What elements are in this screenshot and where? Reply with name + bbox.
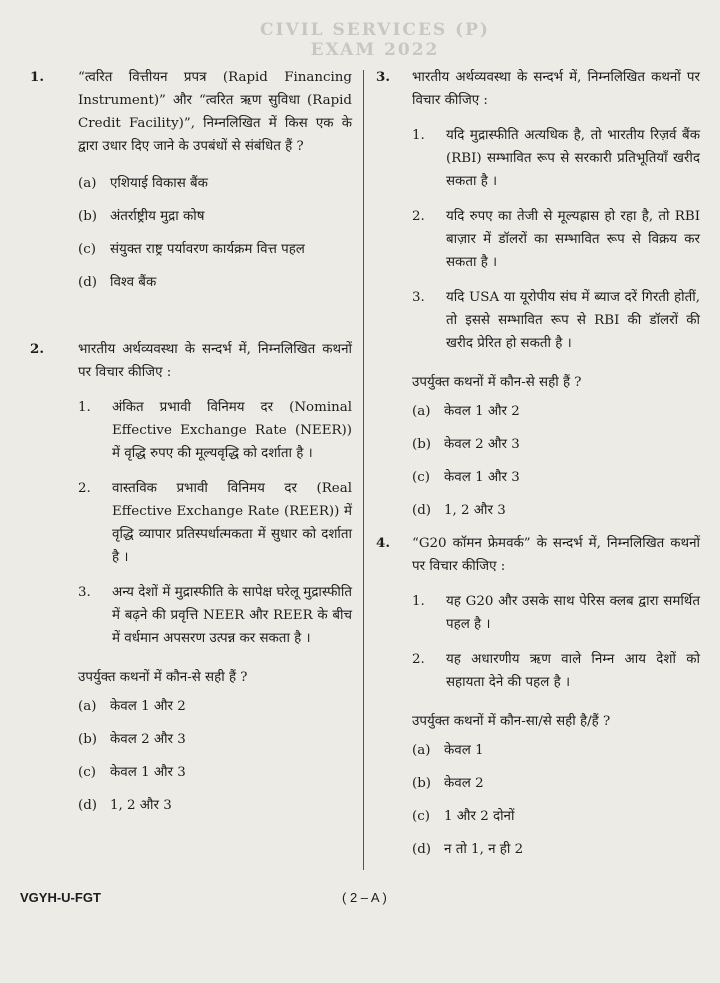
question-1 [30,66,352,294]
question-prompt: उपर्युक्त कथनों में कौन-से सही हैं ? [78,670,248,685]
option-c: (c) संयुक्त राष्ट्र पर्यावरण कार्यक्रम वित्त पहल [78,242,305,257]
option-a: (a) केवल 1 और 2 [78,699,186,714]
question-number: 4. [376,535,390,551]
option-a: (a) एशियाई विकास बैंक [78,176,208,191]
question-4 [376,532,700,861]
statement-2: 2. यह अधारणीय ऋण वाले निम्न आय देशों को सहायता देने की पहल है । [412,652,700,690]
question-text: “G20 कॉमन फ्रेमवर्क” के सन्दर्भ में, निम्नलिखित कथनों पर विचार कीजिए : [412,536,700,574]
statement-1: 1. यदि मुद्रास्फीति अत्यधिक है, तो भारतीय रिज़र्व बैंक (RBI) सम्भावित रूप से सरकारी प्रतिभूतियाँ खरीद सकता है । [412,128,700,189]
question-number: 1. [30,69,44,85]
question-2 [30,338,352,817]
question-3 [376,66,700,522]
option-d: (d) विश्व बैंक [78,275,157,290]
statement-1: 1. यह G20 और उसके साथ पेरिस क्लब द्वारा समर्थित पहल है । [412,594,700,632]
option-c: (c) केवल 1 और 3 [412,470,520,485]
option-d: (d) 1, 2 और 3 [412,503,506,518]
faint-header-text: CIVIL SERVICES (P) EXAM 2022 [260,20,490,60]
question-text: भारतीय अर्थव्यवस्था के सन्दर्भ में, निम्नलिखित कथनों पर विचार कीजिए : [412,70,700,108]
option-d: (d) न तो 1, न ही 2 [412,842,524,857]
statement-3: 3. यदि USA या यूरोपीय संघ में ब्याज दरें गिरती होतीं, तो इससे सम्भावित रूप से RBI की डॉलरों की खरीद प्रेरित हो सकती है । [412,290,700,351]
options-list [412,400,700,522]
page-number: ( 2 – A ) [342,890,387,905]
options-list [78,695,352,817]
right-column [376,66,700,871]
option-c: (c) 1 और 2 दोनों [412,809,515,824]
question-prompt: उपर्युक्त कथनों में कौन-से सही हैं ? [412,375,582,390]
option-b: (b) अंतर्राष्ट्रीय मुद्रा कोष [78,209,205,224]
option-b: (b) केवल 2 और 3 [412,437,520,452]
statement-2: 2. वास्तविक प्रभावी विनिमय दर (Real Effective Exchange Rate (REER)) में वृद्धि व्यापार प्रतिस्पर्धात्मकता में सुधार को दर्शाता है । [78,481,352,565]
booklet-code: VGYH-U-FGT [20,890,101,905]
option-c: (c) केवल 1 और 3 [78,765,186,780]
option-b: (b) केवल 2 [412,776,484,791]
option-d: (d) 1, 2 और 3 [78,798,172,813]
options-list [412,739,700,861]
statements-list [412,124,700,522]
left-column [30,66,352,827]
statement-1: 1. अंकित प्रभावी विनिमय दर (Nominal Effective Exchange Rate (NEER)) में वृद्धि रुपए की मूल्यवृद्धि को दर्शाता है । [78,400,352,461]
question-text: भारतीय अर्थव्यवस्था के सन्दर्भ में, निम्नलिखित कथनों पर विचार कीजिए : [78,342,352,380]
statements-list [412,590,700,861]
statement-3: 3. अन्य देशों में मुद्रास्फीति के सापेक्ष घरेलू मुद्रास्फीति में बढ़ने की प्रवृत्ति NEER और REER के बीच में वर्धमान अपसरण उत्पन्न कर सकता है । [78,585,352,646]
option-a: (a) केवल 1 [412,743,484,758]
question-number: 3. [376,69,390,85]
statement-2: 2. यदि रुपए का तेजी से मूल्यह्रास हो रहा है, तो RBI बाज़ार में डॉलरों का सम्भावित रूप से विक्रय कर सकता है । [412,209,700,270]
question-number: 2. [30,341,44,357]
option-a: (a) केवल 1 और 2 [412,404,520,419]
options-list [78,172,352,294]
question-prompt: उपर्युक्त कथनों में कौन-सा/से सही है/हैं ? [412,714,611,729]
question-text: “त्वरित वित्तीयन प्रपत्र (Rapid Financing Instrument)” और “त्वरित ऋण सुविधा (Rapid Credit Facility)”, निम्नलिखित में किस एक के द्वारा उधार दिए जाने के उपबंधों से संबंधित हैं ? [78,70,352,154]
statements-list [78,396,352,817]
option-b: (b) केवल 2 और 3 [78,732,186,747]
column-divider [363,70,364,870]
